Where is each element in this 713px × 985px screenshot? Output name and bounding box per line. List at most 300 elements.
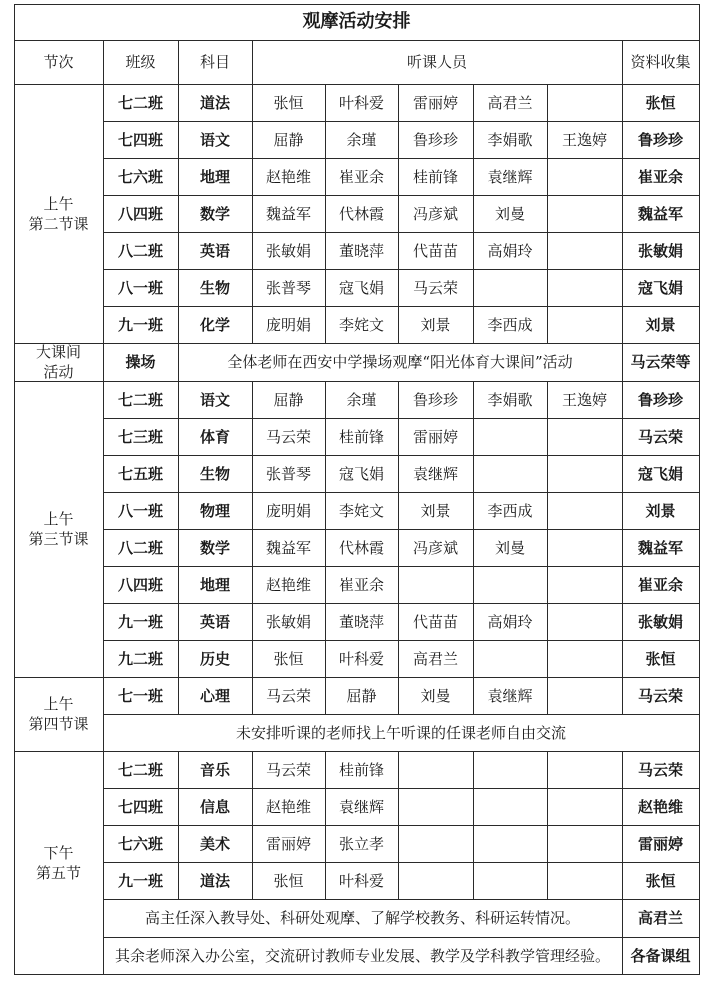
grid-line [178,418,179,455]
observer-cell: 代林霞 [338,538,384,557]
grid-line [398,603,399,640]
observer-cell: 冯彦斌 [412,204,458,223]
collector-cell: 魏益军 [637,204,683,223]
grid-line [178,381,179,418]
grid-line [547,640,548,677]
observer-cell: 张立孝 [338,834,384,853]
grid-line [252,121,253,158]
class-cell: 八二班 [117,538,163,557]
collector-cell: 张恒 [645,649,676,668]
grid-line [252,195,253,232]
observer-cell [547,195,622,232]
observer-cell: 代林霞 [338,204,384,223]
grid-line [252,788,253,825]
observer-cell: 王逸婷 [561,130,607,149]
period-cell [14,343,103,381]
note-cell: 全体老师在西安中学操场观摩“阳光体育大课间”活动 [227,353,573,371]
observer-cell [473,862,547,899]
grid-line [252,603,253,640]
period-label: 上午 [43,194,74,213]
grid-line [622,566,623,603]
observer-cell: 庞明娟 [265,315,311,334]
grid-line [547,269,548,306]
collector-cell: 刘景 [645,315,676,334]
grid-line [622,455,623,492]
collector-cell: 马云荣 [637,427,683,446]
grid-line [547,788,548,825]
class-cell: 八四班 [117,575,163,594]
period-label: 上午 [43,510,74,528]
grid-line [398,862,399,899]
observer-cell [547,492,622,529]
period-label: 第五节 [35,863,81,882]
grid-line [547,418,548,455]
grid-line [178,751,179,788]
observer-cell: 袁继辉 [412,464,458,483]
grid-line [178,492,179,529]
class-cell: 七一班 [117,686,163,705]
observer-cell [398,788,473,825]
collector-cell: 马云荣等 [630,353,691,371]
grid-line [398,492,399,529]
period-cell [14,84,103,343]
grid-line [252,381,253,418]
grid-line [252,825,253,862]
observer-cell [547,529,622,566]
grid-line [622,603,623,640]
grid-line [325,825,326,862]
table-border [699,4,700,975]
grid-line [178,677,179,714]
grid-line [622,306,623,343]
grid-line [178,84,179,121]
grid-line [325,455,326,492]
grid-line [473,455,474,492]
subject-cell: 生物 [199,278,230,297]
grid-line [325,751,326,788]
observer-cell: 赵艳维 [265,797,311,816]
grid-line [325,158,326,195]
class-cell: 七四班 [117,797,163,816]
collector-cell: 马云荣 [637,760,683,779]
class-cell: 七六班 [117,167,163,186]
observer-cell: 袁继辉 [487,686,533,705]
grid-line [473,381,474,418]
observer-cell [398,825,473,862]
period-label: 第四节课 [28,715,89,733]
grid-line [398,529,399,566]
period-cell [14,751,103,974]
grid-line [622,121,623,158]
table-border [14,4,700,5]
grid-line [178,343,179,381]
note-cell: 高主任深入教导处、科研处观摩、了解学校教务、科研运转情况。 [144,909,580,927]
grid-line [473,751,474,788]
observer-cell: 李西成 [487,315,533,334]
grid-line [473,269,474,306]
class-cell: 八一班 [117,501,163,520]
observer-cell [547,788,622,825]
subject-cell: 语文 [199,130,230,149]
grid-line [473,84,474,121]
grid-line [398,121,399,158]
observer-cell: 寇飞娟 [338,278,384,297]
grid-line [622,269,623,306]
observer-cell: 魏益军 [265,538,311,557]
grid-line [398,381,399,418]
grid-line [178,40,179,84]
observer-cell [547,603,622,640]
note-cell: 其余老师深入办公室，交流研讨教师专业发展、教学及学科教学管理经验。 [114,946,610,965]
observer-cell: 张敏娟 [265,241,311,260]
grid-line [325,195,326,232]
grid-line [622,40,623,84]
header-collector: 资料收集 [630,53,691,71]
grid-line [398,195,399,232]
grid-line [178,121,179,158]
observer-cell [473,566,547,603]
collector-cell: 张恒 [645,93,676,112]
period-label: 第三节课 [28,530,89,548]
page-title: 观摩活动安排 [302,11,411,32]
grid-line [473,529,474,566]
observer-cell [473,269,547,306]
grid-line [622,418,623,455]
observer-cell: 余瑾 [346,130,377,149]
grid-line [547,306,548,343]
observer-cell [547,158,622,195]
class-cell: 操场 [125,353,156,371]
observer-cell [398,566,473,603]
grid-line [325,121,326,158]
grid-line [252,751,253,788]
section-divider [14,974,700,975]
note-cell: 未安排听课的老师找上午听课的任课老师自由交流 [235,723,566,742]
class-cell: 八二班 [117,241,163,260]
grid-line [398,418,399,455]
grid-line [325,418,326,455]
collector-cell: 马云荣 [637,686,683,705]
observer-cell: 李娟歌 [487,130,533,149]
header-subject: 科目 [199,53,230,71]
class-cell: 九二班 [117,649,163,668]
observer-cell: 张普琴 [265,278,311,297]
observer-cell: 袁继辉 [487,167,533,186]
observer-cell: 马云荣 [265,427,311,446]
grid-line [325,566,326,603]
grid-line [252,566,253,603]
grid-line [178,306,179,343]
collector-cell: 雷丽婷 [637,834,683,853]
observer-cell: 崔亚余 [338,575,384,594]
grid-line [178,455,179,492]
grid-line [178,862,179,899]
observer-cell: 屈静 [273,390,304,409]
grid-line [252,529,253,566]
grid-line [622,492,623,529]
grid-line [325,640,326,677]
observer-cell: 马云荣 [265,760,311,779]
header-observers: 听课人员 [406,53,467,71]
grid-line [398,788,399,825]
class-cell: 八一班 [117,278,163,297]
observer-cell: 桂前锋 [412,167,458,186]
grid-line [252,232,253,269]
grid-line [622,788,623,825]
grid-line [547,677,548,714]
observer-cell: 李西成 [487,501,533,520]
observer-cell [547,640,622,677]
grid-line [473,825,474,862]
observer-cell: 雷丽婷 [412,93,458,112]
class-cell: 七五班 [117,464,163,483]
subject-cell: 英语 [199,241,230,260]
observer-cell: 董晓萍 [338,241,384,260]
period-label: 大课间 [35,343,81,361]
grid-line [103,40,104,84]
grid-line [178,195,179,232]
subject-cell: 数学 [199,204,230,223]
grid-line [473,121,474,158]
observer-cell: 张恒 [273,649,304,668]
grid-line [473,788,474,825]
subject-cell: 音乐 [199,760,230,779]
grid-line [622,381,623,418]
grid-line [398,677,399,714]
header-class: 班级 [125,53,156,71]
grid-line [252,455,253,492]
observer-cell [473,418,547,455]
observer-cell: 王逸婷 [561,390,607,409]
observer-cell: 雷丽婷 [412,427,458,446]
observer-cell: 赵艳维 [265,167,311,186]
grid-line [622,158,623,195]
observer-cell: 李娟歌 [487,390,533,409]
collector-cell: 崔亚余 [637,575,683,594]
observer-cell: 高娟玲 [487,612,533,631]
observer-cell [473,751,547,788]
observer-cell [547,677,622,714]
grid-line [547,158,548,195]
grid-line [325,84,326,121]
grid-line [547,603,548,640]
observer-cell [547,232,622,269]
collector-cell: 张恒 [645,871,676,890]
grid-line [473,492,474,529]
observer-cell: 屈静 [346,686,377,705]
grid-line [473,603,474,640]
observer-cell: 刘景 [420,315,451,334]
collector-cell: 鲁珍珍 [637,130,683,149]
collector-cell: 寇飞娟 [637,464,683,483]
observer-cell [547,825,622,862]
grid-line [622,343,623,381]
observer-cell [473,825,547,862]
subject-cell: 道法 [199,93,230,112]
observer-cell [398,862,473,899]
observer-cell: 叶科爱 [338,649,384,668]
grid-line [547,195,548,232]
observer-cell: 刘景 [420,501,451,520]
grid-line [178,232,179,269]
observer-cell [473,455,547,492]
grid-line [325,862,326,899]
grid-line [325,269,326,306]
grid-line [252,492,253,529]
class-cell: 八四班 [117,204,163,223]
grid-line [398,825,399,862]
observer-cell: 屈静 [273,130,304,149]
subject-cell: 道法 [199,871,230,890]
grid-line [178,269,179,306]
observer-cell [547,306,622,343]
class-cell: 九一班 [117,315,163,334]
grid-line [178,640,179,677]
observer-cell: 高娟玲 [487,241,533,260]
grid-line [473,862,474,899]
class-cell: 九一班 [117,612,163,631]
grid-line [622,529,623,566]
observer-cell: 刘曼 [420,686,451,705]
subject-cell: 数学 [199,538,230,557]
grid-line [398,158,399,195]
subject-cell: 信息 [199,797,230,816]
observer-cell: 李姹文 [338,501,384,520]
grid-line [473,232,474,269]
period-label: 上午 [43,695,74,713]
grid-line [473,566,474,603]
observer-cell: 刘曼 [494,538,525,557]
observer-cell: 张恒 [273,93,304,112]
observer-cell: 雷丽婷 [265,834,311,853]
grid-line [622,195,623,232]
grid-line [178,825,179,862]
grid-line [398,84,399,121]
grid-line [178,788,179,825]
observer-cell: 寇飞娟 [338,464,384,483]
subject-cell: 地理 [199,167,230,186]
observer-cell: 代苗苗 [412,241,458,260]
grid-line [547,232,548,269]
observer-cell: 叶科爱 [338,871,384,890]
grid-line [622,937,623,974]
grid-line [252,84,253,121]
subject-cell: 英语 [199,612,230,631]
collector-cell: 各备课组 [630,946,691,965]
collector-cell: 寇飞娟 [637,278,683,297]
grid-line [547,455,548,492]
class-cell: 七六班 [117,834,163,853]
collector-cell: 张敏娟 [637,241,683,260]
class-cell: 七三班 [117,427,163,446]
observer-cell: 庞明娟 [265,501,311,520]
subject-cell: 美术 [199,834,230,853]
subject-cell: 地理 [199,575,230,594]
observer-cell [547,269,622,306]
observer-cell: 张恒 [273,871,304,890]
observer-cell: 桂前锋 [338,760,384,779]
grid-line [252,40,253,84]
grid-line [325,603,326,640]
grid-line [252,418,253,455]
grid-line [325,381,326,418]
observer-cell: 马云荣 [412,278,458,297]
collector-cell: 崔亚余 [637,167,683,186]
subject-cell: 物理 [199,501,230,520]
grid-line [325,529,326,566]
observer-cell [473,788,547,825]
observer-cell [547,418,622,455]
subject-cell: 体育 [199,427,230,446]
grid-line [622,84,623,121]
grid-line [325,788,326,825]
subject-cell: 心理 [199,686,230,705]
grid-line [398,269,399,306]
collector-cell: 刘景 [645,501,676,520]
observer-cell: 马云荣 [265,686,311,705]
collector-cell: 鲁珍珍 [637,390,683,409]
grid-line [325,306,326,343]
grid-line [547,121,548,158]
subject-cell: 语文 [199,390,230,409]
grid-line [473,677,474,714]
grid-line [325,232,326,269]
grid-line [325,492,326,529]
collector-cell: 赵艳维 [637,797,683,816]
collector-cell: 张敏娟 [637,612,683,631]
grid-line [622,899,623,937]
grid-line [547,825,548,862]
subject-cell: 化学 [199,315,230,334]
observer-cell [547,566,622,603]
grid-line [473,640,474,677]
grid-line [622,751,623,788]
grid-line [622,862,623,899]
grid-line [547,381,548,418]
class-cell: 七四班 [117,130,163,149]
collector-cell: 魏益军 [637,538,683,557]
grid-line [252,640,253,677]
class-cell: 七二班 [117,760,163,779]
observer-cell [547,84,622,121]
observer-cell: 张普琴 [265,464,311,483]
grid-line [252,269,253,306]
observer-cell: 鲁珍珍 [412,390,458,409]
observer-cell [547,751,622,788]
observer-cell: 张敏娟 [265,612,311,631]
period-cell [14,381,103,677]
observer-cell [547,455,622,492]
grid-line [398,232,399,269]
grid-line [547,751,548,788]
observer-cell: 赵艳维 [265,575,311,594]
grid-line [252,306,253,343]
observer-cell: 崔亚余 [338,167,384,186]
class-cell: 九一班 [117,871,163,890]
grid-line [398,455,399,492]
period-label: 活动 [43,363,74,381]
grid-line [622,825,623,862]
subject-cell: 生物 [199,464,230,483]
observer-cell: 魏益军 [265,204,311,223]
observer-cell [398,751,473,788]
grid-line [252,677,253,714]
observer-cell: 代苗苗 [412,612,458,631]
observer-cell: 桂前锋 [338,427,384,446]
grid-line [473,158,474,195]
grid-line [622,232,623,269]
grid-line [547,862,548,899]
